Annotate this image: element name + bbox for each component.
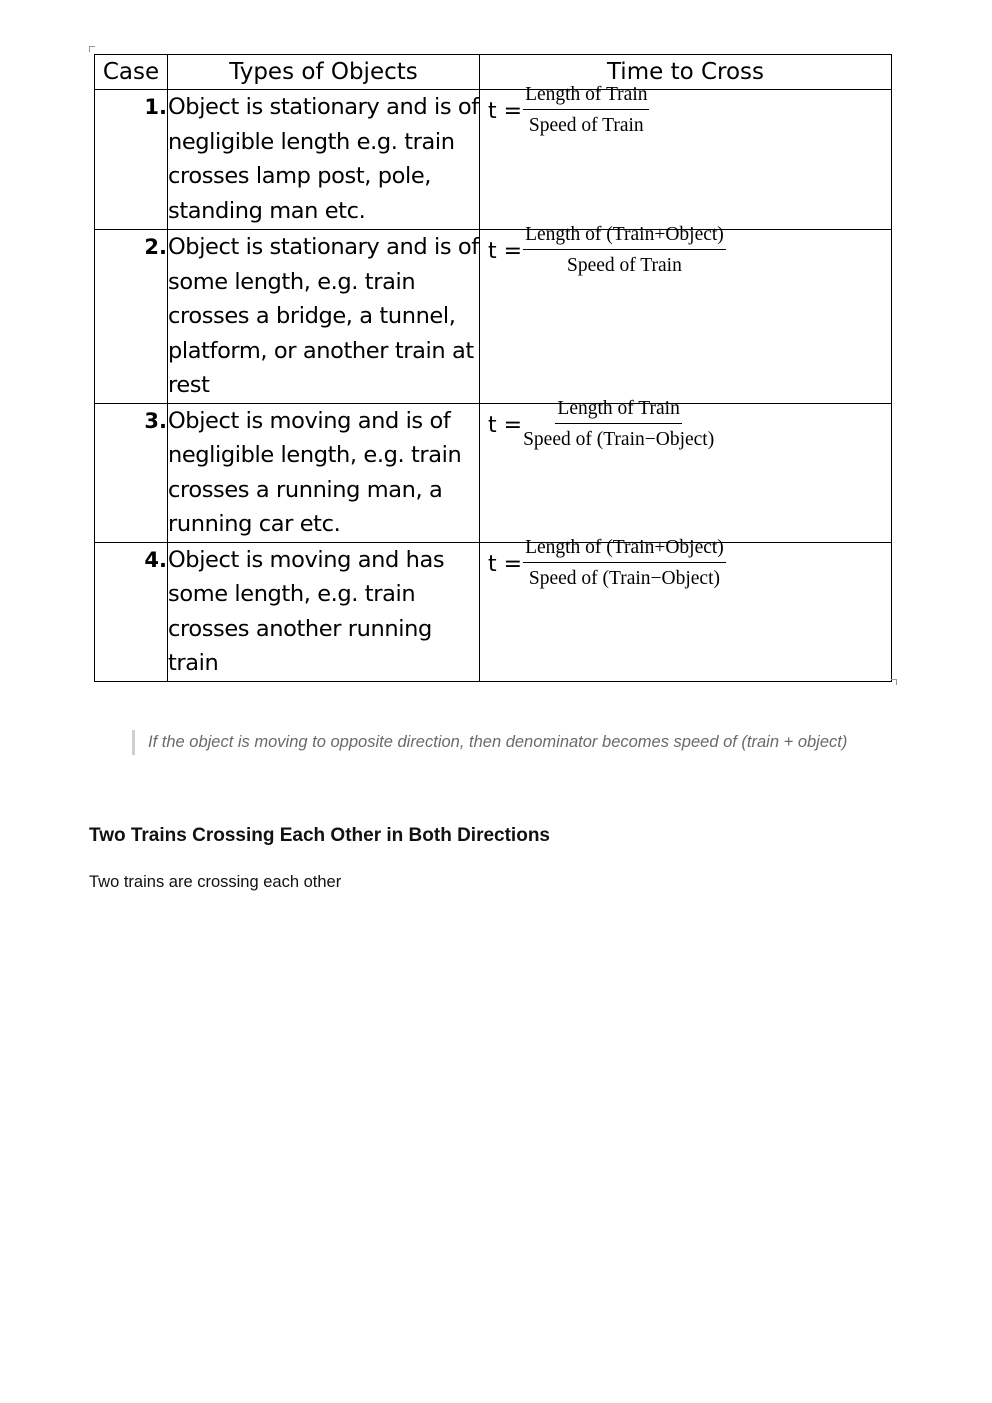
formula-lhs: t = — [488, 239, 523, 264]
case-number: 3. — [95, 403, 168, 542]
formula-cell — [480, 397, 892, 542]
fraction-numerator: Length of (Train+Object) — [523, 537, 726, 563]
table-row — [95, 542, 892, 681]
formula-cell — [480, 84, 892, 230]
case-number: 4. — [95, 542, 168, 681]
formula — [480, 398, 891, 451]
header-case: Case — [95, 55, 168, 90]
table-corner-mark-top-left — [89, 46, 95, 52]
time-to-cross-table — [94, 54, 892, 682]
fraction — [523, 224, 726, 277]
object-description: Object is moving and is of negligible length, e.g. train crosses a running man, a running car etc. — [168, 403, 480, 542]
object-description: Object is stationary and is of negligible length e.g. train crosses lamp post, pole, standing man etc. — [168, 90, 480, 230]
table-row — [95, 403, 892, 542]
object-description: Object is stationary and is of some length, e.g. train crosses a bridge, a tunnel, platform, or another train at rest — [168, 230, 480, 404]
time-to-cross-table-container — [94, 54, 891, 682]
object-description: Object is moving and has some length, e.g. train crosses another running train — [168, 542, 480, 681]
fraction — [523, 398, 714, 451]
section-paragraph: Two trains are crossing each other — [89, 873, 342, 891]
header-time-to-cross: Time to Cross — [480, 55, 892, 90]
formula-lhs: t = — [488, 99, 523, 124]
fraction-numerator: Length of (Train+Object) — [523, 224, 726, 250]
formula-cell — [480, 224, 892, 404]
formula-cell — [480, 536, 892, 681]
opposite-direction-note: If the object is moving to opposite direction, then denominator becomes speed of (train + object) — [132, 730, 858, 755]
fraction-numerator: Length of Train — [523, 84, 649, 110]
formula — [480, 84, 891, 137]
fraction-denominator: Speed of (Train−Object) — [528, 567, 720, 589]
fraction-denominator: Speed of Train — [567, 255, 682, 276]
table-row — [95, 90, 892, 230]
fraction — [523, 537, 726, 590]
fraction — [523, 84, 649, 137]
formula-lhs: t = — [488, 412, 523, 438]
formula — [480, 537, 891, 590]
formula-lhs: t = — [488, 551, 523, 577]
table-corner-mark-bottom-right — [891, 679, 897, 685]
formula — [480, 224, 891, 277]
table-row — [95, 230, 892, 404]
header-types-of-objects: Types of Objects — [168, 55, 480, 90]
fraction-numerator: Length of Train — [555, 398, 681, 424]
fraction-denominator: Speed of Train — [528, 115, 644, 136]
fraction-denominator: Speed of (Train−Object) — [523, 428, 715, 450]
case-number: 1. — [95, 90, 168, 230]
section-heading: Two Trains Crossing Each Other in Both Directions — [89, 825, 550, 846]
case-number: 2. — [95, 230, 168, 404]
